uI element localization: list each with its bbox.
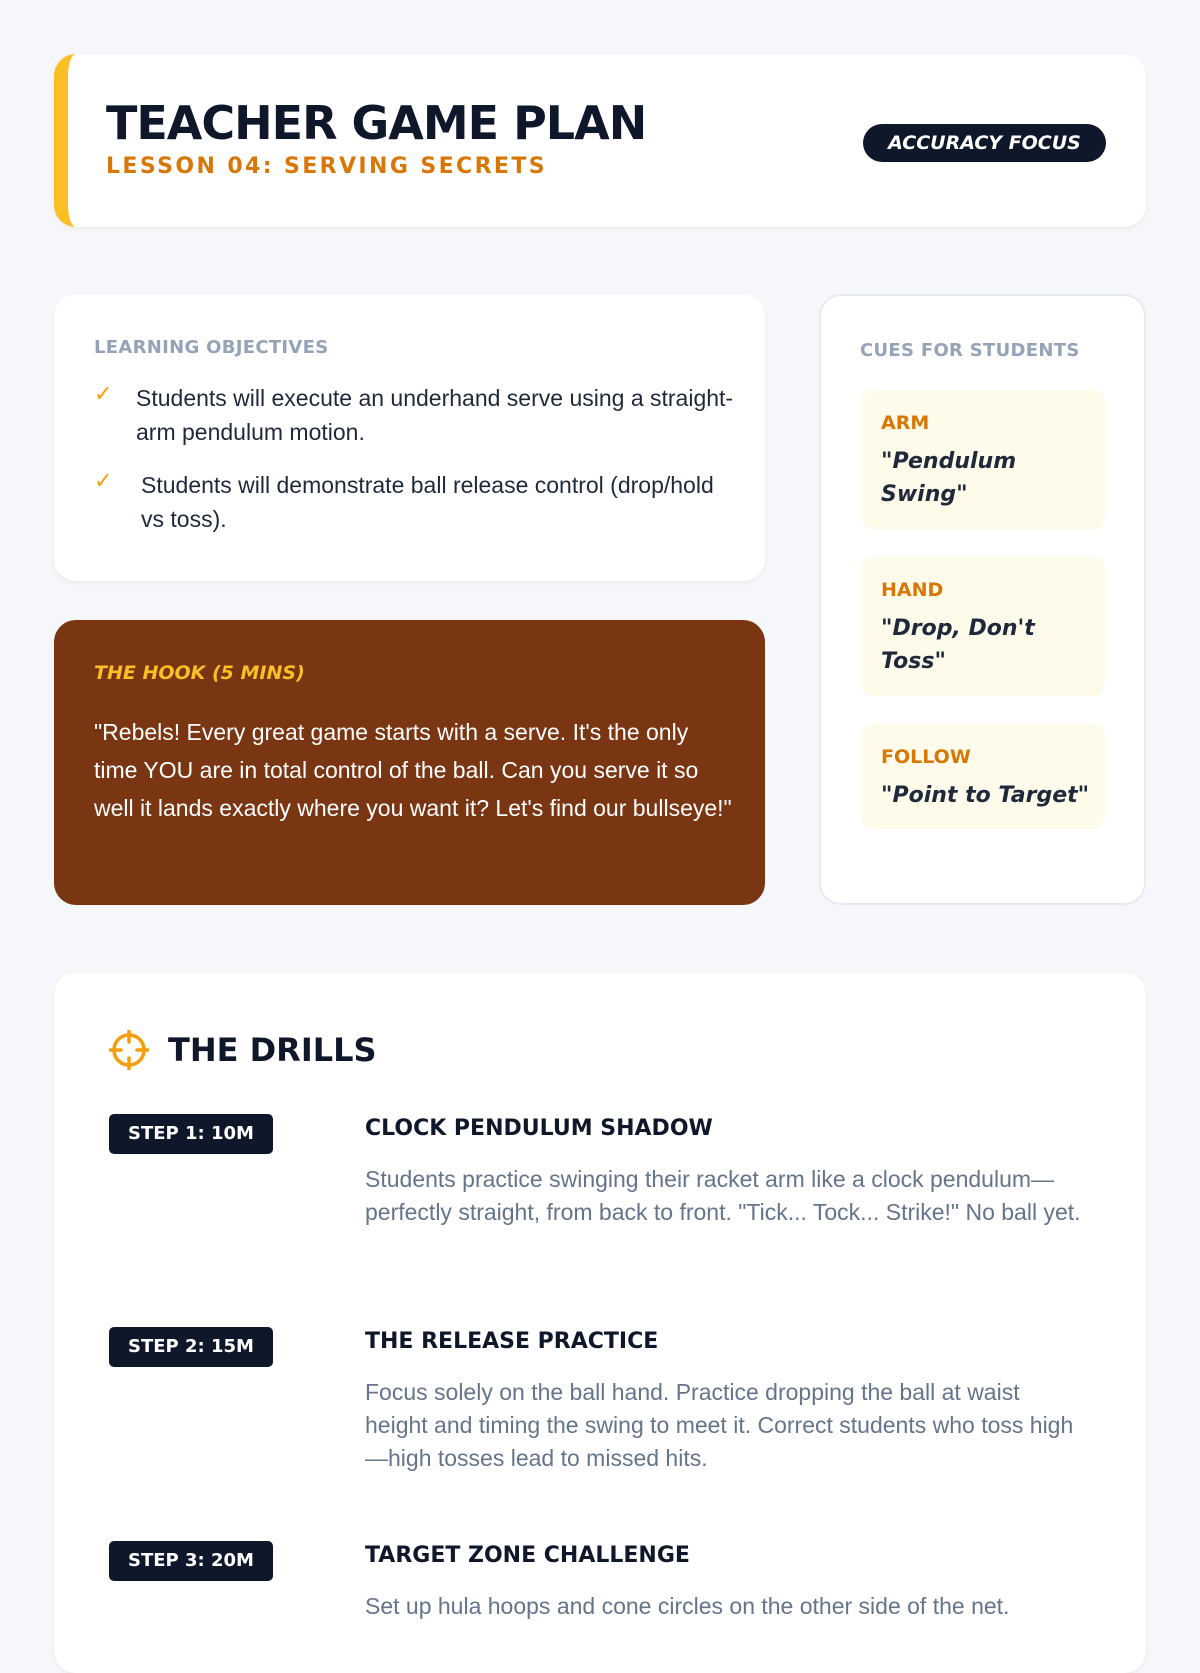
hook-quote: "Rebels! Every great game starts with a serve. It's the only time YOU are in total control of the ball. Can you serve it so well it lands exactly where you want it? Let's find our bullseye!" <box>94 719 732 821</box>
cues-label: CUES FOR STUDENTS <box>860 340 1080 361</box>
crosshair-icon <box>109 1030 149 1070</box>
cue-quote: "Drop, Don't Toss" <box>881 616 1035 674</box>
lesson-subtitle: LESSON 04: SERVING SECRETS <box>106 154 547 179</box>
step-description: Set up hula hoops and cone circles on the other side of the net. <box>365 1593 1010 1619</box>
step-title: CLOCK PENDULUM SHADOW <box>365 1116 713 1141</box>
checkmark-icon: ✓ <box>94 381 113 406</box>
checkmark-icon: ✓ <box>94 468 113 493</box>
cue-card-follow <box>861 724 1105 829</box>
page-title: TEACHER GAME PLAN <box>106 96 647 150</box>
cue-title: HAND <box>881 579 944 601</box>
cue-quote: "Pendulum Swing" <box>881 449 1017 507</box>
cue-title: FOLLOW <box>881 746 971 768</box>
step-badge: STEP 3: 20M <box>109 1541 273 1581</box>
cue-card-arm <box>861 390 1105 529</box>
step-title: TARGET ZONE CHALLENGE <box>365 1543 690 1568</box>
step-badge: STEP 2: 15M <box>109 1327 273 1367</box>
objectives-label: LEARNING OBJECTIVES <box>94 337 329 358</box>
lesson-header <box>54 54 1146 227</box>
hook-label: THE HOOK (5 MINS) <box>94 662 305 684</box>
cue-quote: "Point to Target" <box>881 783 1090 808</box>
hook-card <box>54 620 765 905</box>
cues-card <box>819 294 1146 905</box>
cue-title: ARM <box>881 412 930 434</box>
step-description: Students practice swinging their racket arm like a clock pendulum—perfectly straight, from back to front. "Tick... Tock... Strike!" No ball yet. <box>365 1166 1081 1225</box>
focus-badge: ACCURACY FOCUS <box>863 124 1106 162</box>
step-badge: STEP 1: 10M <box>109 1114 273 1154</box>
step-description: Focus solely on the ball hand. Practice dropping the ball at waist height and timing the swing to meet it. Correct students who toss high—high tosses lead to missed hits. <box>365 1379 1074 1471</box>
step-title: THE RELEASE PRACTICE <box>365 1329 659 1354</box>
drills-card <box>54 973 1146 1673</box>
objective-text: Students will execute an underhand serve using a straight-arm pendulum motion. <box>136 385 734 445</box>
objective-text: Students will demonstrate ball release control (drop/hold vs toss). <box>141 472 714 532</box>
drills-title: THE DRILLS <box>168 1031 377 1069</box>
learning-objectives-card <box>54 294 765 581</box>
cue-card-hand <box>861 557 1105 696</box>
